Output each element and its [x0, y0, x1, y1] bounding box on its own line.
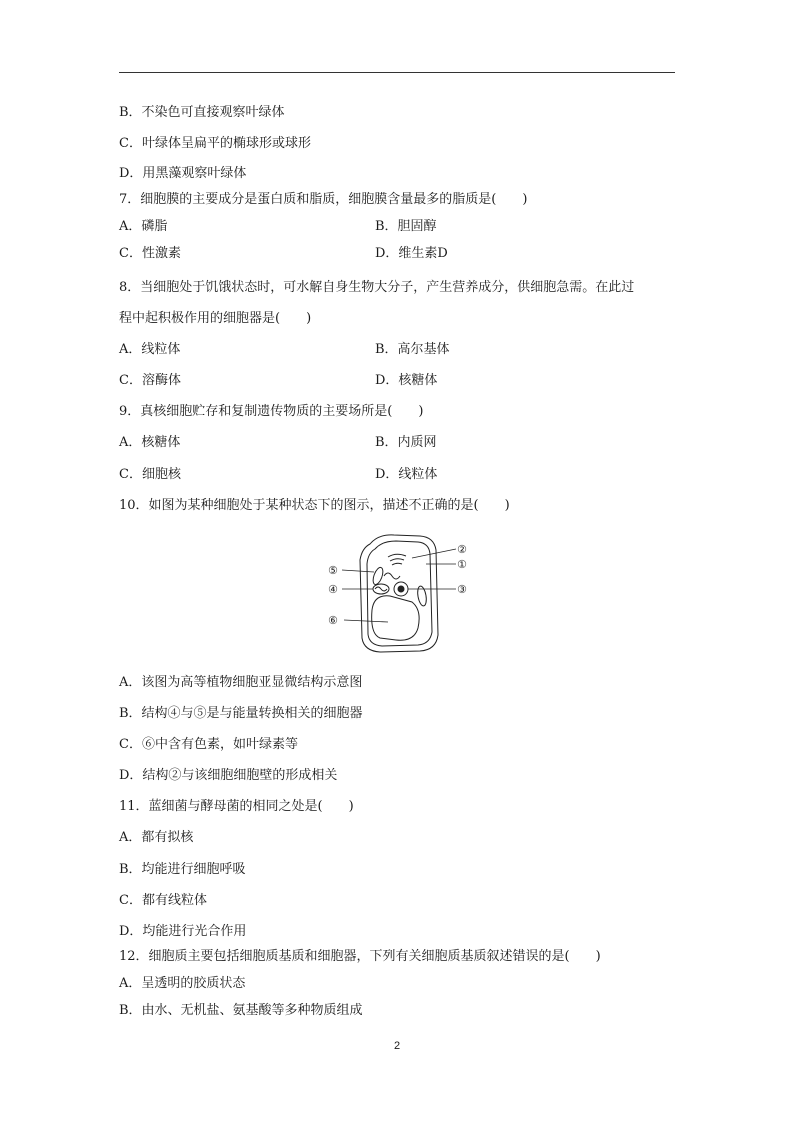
plant-cell-svg — [322, 530, 472, 656]
q8-option-a: A．线粒体 — [119, 342, 181, 357]
q9-option-b: B．内质网 — [375, 435, 437, 450]
q12-option-a: A．呈透明的胶质状态 — [119, 976, 246, 991]
q9-option-d: D．线粒体 — [375, 467, 438, 482]
golgi-apparatus — [388, 554, 406, 557]
q10-option-d: D．结构②与该细胞细胞壁的形成相关 — [119, 768, 338, 783]
q7-stem: 7．细胞膜的主要成分是蛋白质和脂质，细胞膜含量最多的脂质是( ) — [119, 192, 528, 207]
q9-stem: 9．真核细胞贮存和复制遗传物质的主要场所是( ) — [119, 404, 424, 419]
figure-label-4: ④ — [328, 583, 338, 596]
q12-stem: 12．细胞质主要包括细胞质基质和细胞器，下列有关细胞质基质叙述错误的是( ) — [119, 949, 601, 964]
header-rule — [119, 72, 675, 73]
endoplasmic-reticulum — [384, 573, 400, 579]
nucleolus — [398, 586, 405, 593]
q10-option-b: B．结构④与⑤是与能量转换相关的细胞器 — [119, 706, 363, 721]
q12-option-b: B．由水、无机盐、氨基酸等多种物质组成 — [119, 1003, 363, 1018]
figure-label-1: ① — [457, 558, 467, 571]
q7-option-b: B．胆固醇 — [375, 219, 437, 234]
q7-option-c: C．性激素 — [119, 246, 181, 261]
q8-option-c: C．溶酶体 — [119, 373, 181, 388]
q6-option-c: C．叶绿体呈扁平的椭球形或球形 — [119, 136, 311, 151]
q11-option-a: A．都有拟核 — [119, 830, 194, 845]
q9-option-c: C．细胞核 — [119, 467, 181, 482]
q9-option-a: A．核糖体 — [119, 435, 181, 450]
q7-option-d: D．维生素D — [375, 246, 448, 261]
q6-option-d: D．用黑藻观察叶绿体 — [119, 166, 247, 181]
q8-stem-line2: 程中起积极作用的细胞器是( ) — [119, 311, 312, 326]
figure-label-2: ② — [457, 543, 467, 556]
q8-option-b: B．高尔基体 — [375, 342, 450, 357]
q6-option-b: B．不染色可直接观察叶绿体 — [119, 105, 285, 120]
q10-option-a: A．该图为高等植物细胞亚显微结构示意图 — [119, 675, 363, 690]
q8-stem-line1: 8．当细胞处于饥饿状态时，可水解自身生物大分子，产生营养成分，供细胞急需。在此过 — [119, 280, 635, 295]
cell-wall — [360, 535, 438, 652]
figure-label-6: ⑥ — [328, 614, 338, 627]
page-number: 2 — [393, 1040, 401, 1052]
q10-stem: 10．如图为某种细胞处于某种状态下的图示，描述不正确的是( ) — [119, 498, 510, 513]
q7-option-a: A．磷脂 — [119, 219, 168, 234]
figure-label-5: ⑤ — [328, 564, 338, 577]
q11-stem: 11．蓝细菌与酵母菌的相同之处是( ) — [119, 799, 354, 814]
q11-option-d: D．均能进行光合作用 — [119, 924, 247, 939]
plant-cell-diagram — [322, 530, 472, 656]
figure-label-3: ③ — [457, 583, 467, 596]
central-vacuole — [372, 596, 419, 640]
q10-option-c: C．⑥中含有色素，如叶绿素等 — [119, 737, 298, 752]
q11-option-c: C．都有线粒体 — [119, 893, 207, 908]
chloroplast-left — [371, 566, 385, 586]
q11-option-b: B．均能进行细胞呼吸 — [119, 862, 246, 877]
q8-option-d: D．核糖体 — [375, 373, 438, 388]
